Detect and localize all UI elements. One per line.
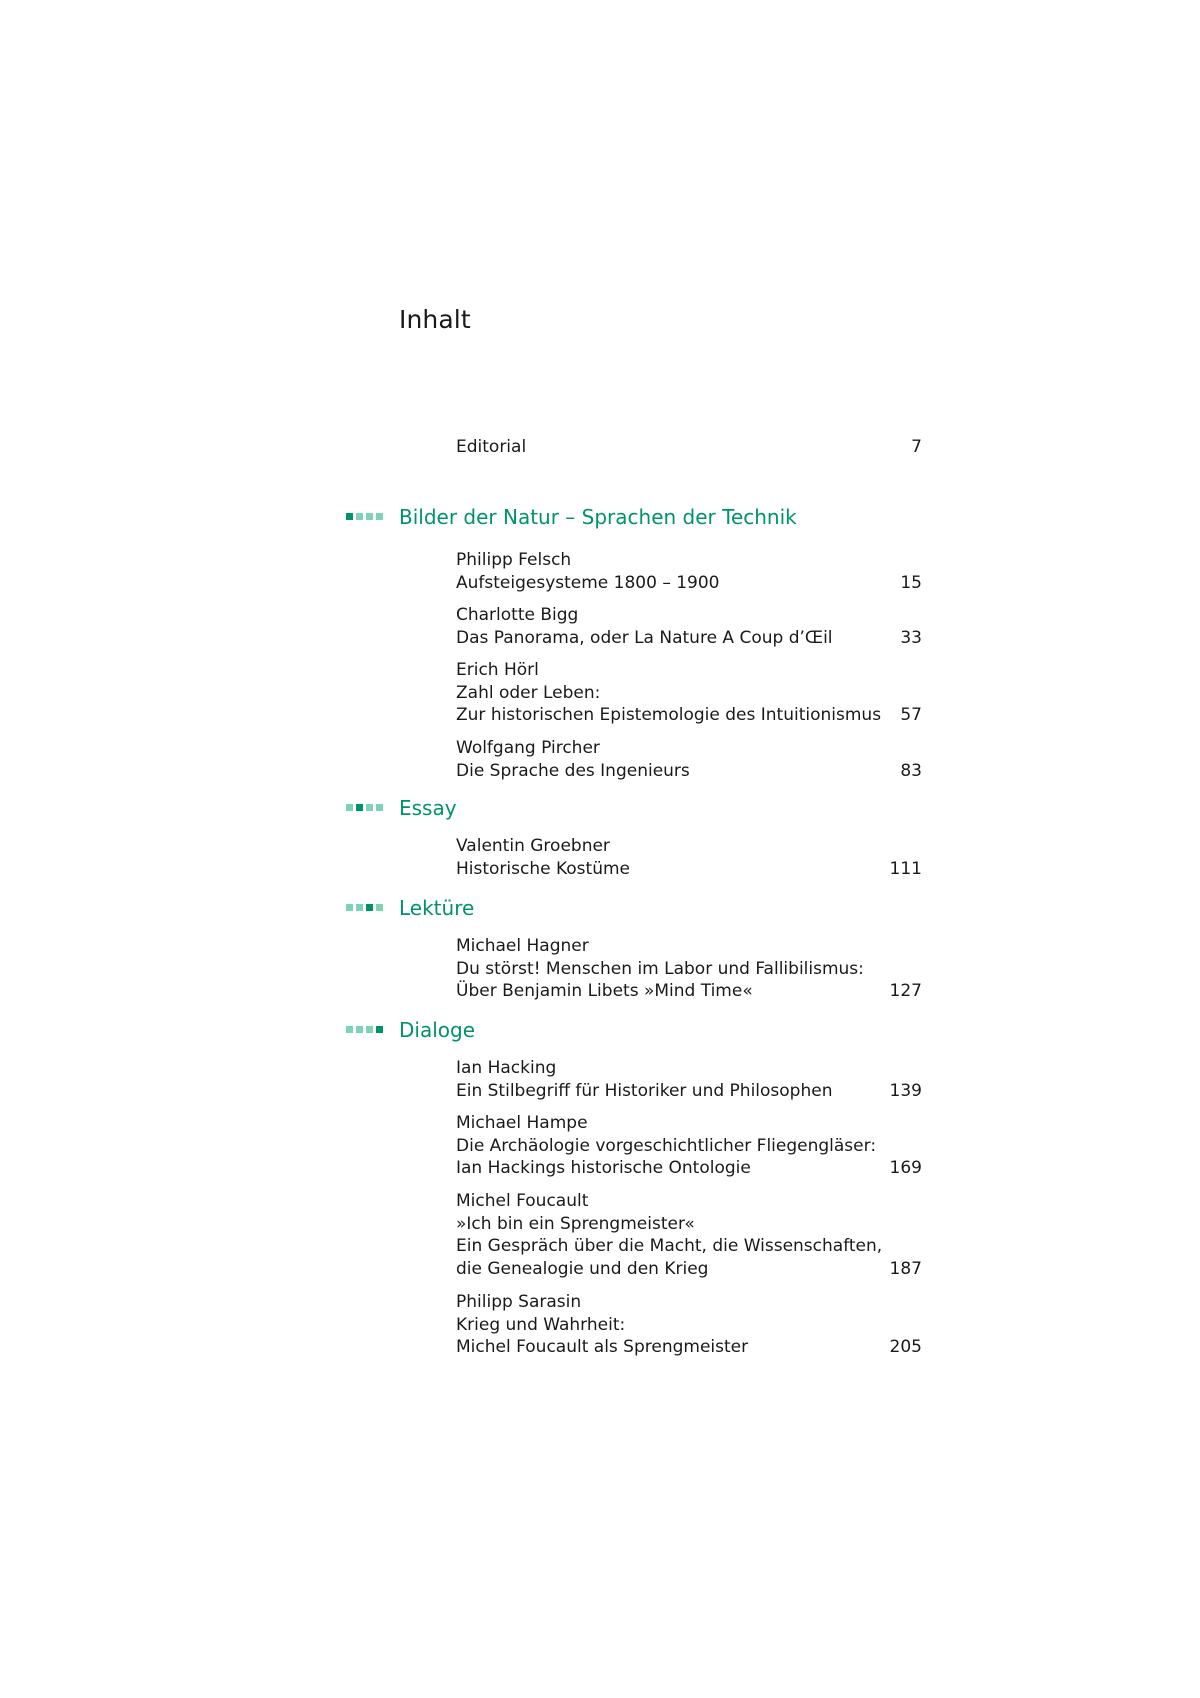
- section-heading-label: Lektüre: [399, 896, 475, 920]
- entry-title-line: Krieg und Wahrheit:: [456, 1314, 626, 1335]
- page-number: 33: [900, 627, 922, 648]
- entry-title-line: Ein Gespräch über die Macht, die Wissenschaften,: [456, 1236, 883, 1256]
- page-number: 7: [911, 437, 922, 457]
- marker-square: [376, 513, 383, 520]
- toc-entry[interactable]: [456, 659, 922, 727]
- entry-author: Wolfgang Pircher: [456, 738, 600, 758]
- marker-square: [356, 804, 363, 811]
- entry-title-line: Aufsteigesysteme 1800 – 1900: [456, 572, 720, 593]
- entry-author: Philipp Sarasin: [456, 1292, 582, 1312]
- toc-entry[interactable]: [456, 1057, 922, 1102]
- marker-square: [346, 1026, 353, 1033]
- marker-square: [366, 804, 373, 811]
- entry-title-line: Michel Foucault als Sprengmeister: [456, 1337, 749, 1357]
- entry-title-line: die Genealogie und den Krieg: [456, 1258, 709, 1279]
- page-number: 205: [889, 1337, 922, 1357]
- toc-entry[interactable]: [456, 1190, 922, 1280]
- toc-entry[interactable]: [456, 1112, 922, 1180]
- marker-square: [356, 513, 363, 520]
- entry-title-line: Zur historischen Epistemologie des Intuitionismus: [456, 705, 882, 725]
- marker-square: [376, 804, 383, 811]
- entry-author: Valentin Groebner: [456, 836, 610, 856]
- toc-entry[interactable]: [456, 935, 922, 1003]
- entry-title-line: Du störst! Menschen im Labor und Fallibilismus:: [456, 958, 864, 979]
- page-number: 15: [900, 572, 922, 593]
- toc-entry-editorial[interactable]: [456, 436, 922, 459]
- entry-title-line: Die Sprache des Ingenieurs: [456, 760, 690, 781]
- section-marker-icon: [346, 804, 383, 812]
- page-number: 83: [900, 760, 922, 781]
- section-heading-label: Dialoge: [399, 1018, 476, 1042]
- entry-title-line: Ein Stilbegriff für Historiker und Philosophen: [456, 1080, 833, 1101]
- entry-title-line: Die Archäologie vorgeschichtlicher Fliegengläser:: [456, 1135, 877, 1156]
- page-number: 127: [889, 981, 922, 1001]
- toc-entry[interactable]: [456, 549, 922, 594]
- entry-title-line: Über Benjamin Libets »Mind Time«: [456, 981, 753, 1001]
- entry-author: Michel Foucault: [456, 1191, 589, 1211]
- toc-entry[interactable]: [456, 604, 922, 649]
- page-title: Inhalt: [399, 305, 471, 334]
- marker-square: [356, 1026, 363, 1033]
- page-number: 111: [889, 858, 922, 879]
- marker-square: [366, 1026, 373, 1033]
- entry-author: Philipp Felsch: [456, 550, 572, 570]
- entry-author: Erich Hörl: [456, 660, 539, 680]
- section-marker-icon: [346, 1026, 383, 1034]
- entry-title-line: »Ich bin ein Sprengmeister«: [456, 1213, 695, 1234]
- section-marker-icon: [346, 513, 383, 521]
- marker-square: [356, 904, 363, 911]
- entry-title-line: Historische Kostüme: [456, 858, 631, 879]
- entry-title-line: Editorial: [456, 437, 527, 457]
- marker-square: [376, 1026, 383, 1033]
- entry-title-line: Ian Hackings historische Ontologie: [456, 1158, 751, 1178]
- toc-entry[interactable]: [456, 737, 922, 782]
- entry-author: Charlotte Bigg: [456, 605, 579, 625]
- page-number: 187: [889, 1258, 922, 1279]
- section-heading-label: Bilder der Natur – Sprachen der Technik: [399, 505, 797, 529]
- marker-square: [346, 904, 353, 911]
- entry-title-line: Zahl oder Leben:: [456, 682, 601, 703]
- entry-title-line: Das Panorama, oder La Nature A Coup d’Œil: [456, 627, 833, 648]
- entry-author: Ian Hacking: [456, 1058, 557, 1078]
- page-number: 57: [900, 705, 922, 725]
- section-heading-label: Essay: [399, 796, 457, 820]
- section-marker-icon: [346, 904, 383, 912]
- entry-author: Michael Hagner: [456, 936, 589, 956]
- toc-entry[interactable]: [456, 1291, 922, 1359]
- marker-square: [376, 904, 383, 911]
- page-number: 169: [889, 1158, 922, 1178]
- marker-square: [366, 513, 373, 520]
- page-number: 139: [889, 1080, 922, 1101]
- marker-square: [346, 513, 353, 520]
- marker-square: [366, 904, 373, 911]
- entry-author: Michael Hampe: [456, 1113, 588, 1133]
- marker-square: [346, 804, 353, 811]
- toc-entry[interactable]: [456, 835, 922, 880]
